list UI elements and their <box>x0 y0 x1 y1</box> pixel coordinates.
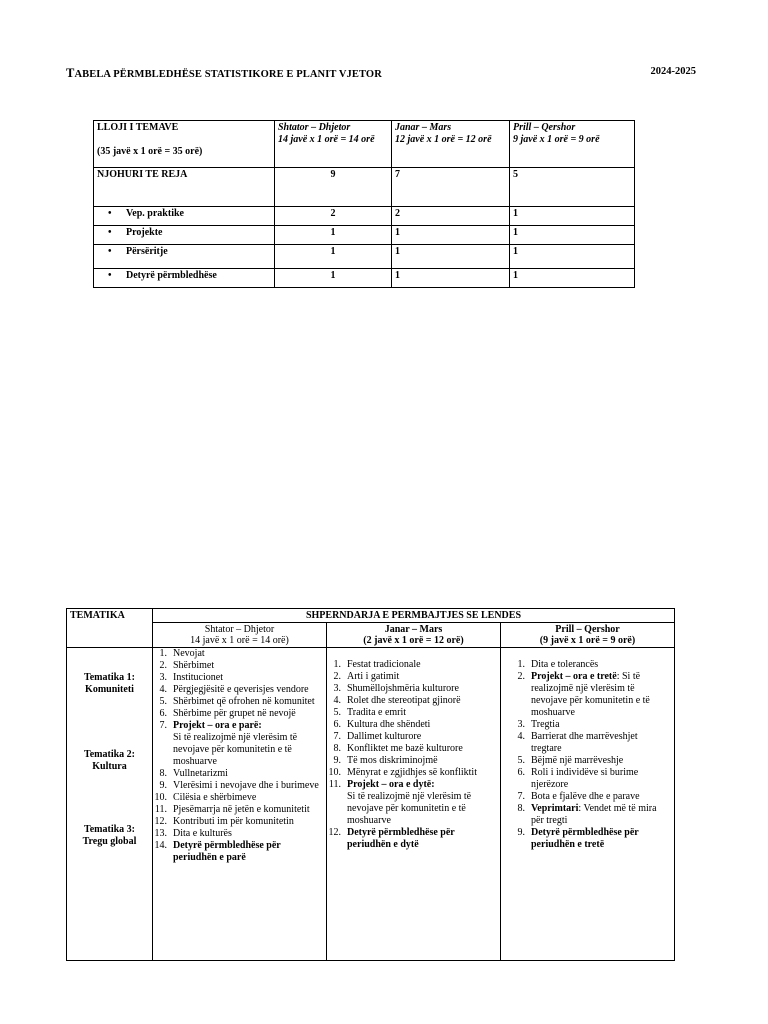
table-row <box>94 207 635 226</box>
item-number: 2. <box>333 671 341 682</box>
list-item <box>511 755 670 767</box>
item-text: Tregtia <box>531 719 560 730</box>
item-number: 3. <box>333 683 341 694</box>
period1-content <box>153 648 327 961</box>
list-item <box>153 840 322 864</box>
school-year: 2024-2025 <box>650 66 696 77</box>
row-label: • Vep. praktike <box>94 207 275 226</box>
table-row <box>94 168 635 207</box>
list-item <box>327 707 496 719</box>
item-number: 9. <box>159 780 167 791</box>
cell-value: 1 <box>510 226 635 245</box>
list-item <box>153 660 322 672</box>
item-text: Shërbimet <box>173 660 215 671</box>
item-number: 5. <box>333 707 341 718</box>
list-item <box>327 743 496 755</box>
cell-value: 7 <box>392 168 510 207</box>
item-number: 1. <box>333 659 341 670</box>
item-number: 1. <box>159 648 167 659</box>
period1-subheader: Shtator – Dhjetor 14 javë x 1 orë = 14 orë) <box>153 623 327 648</box>
list-item <box>327 719 496 731</box>
item-bold-text: Detyrë përmbledhëse për periudhën e dytë <box>347 827 455 850</box>
item-text: Bëjmë një marrëveshje <box>531 755 624 766</box>
item-text: Mënyrat e zgjidhjes së konfliktit <box>347 767 477 778</box>
item-text: Vlerësimi i nevojave dhe i burimeve <box>173 780 319 791</box>
item-number: 8. <box>517 803 525 814</box>
list-item <box>153 792 322 804</box>
list-item <box>511 731 670 755</box>
list-item <box>153 828 322 840</box>
item-text <box>173 720 322 768</box>
list-item <box>153 696 322 708</box>
distribution-sub-header-row <box>67 623 675 648</box>
list-item <box>511 719 670 731</box>
list-item <box>153 684 322 696</box>
distribution-main-header-row <box>67 609 675 623</box>
item-number: 11. <box>328 779 341 790</box>
period1-header: Shtator – Dhjetor 14 javë x 1 orë = 14 orë <box>275 121 392 168</box>
item-bold-text: Projekt – ora e tretë <box>531 671 617 682</box>
item-number: 12. <box>154 816 167 827</box>
item-number: 7. <box>517 791 525 802</box>
period3-header: Prill – Qershor 9 javë x 1 orë = 9 orë <box>510 121 635 168</box>
row-label: • Projekte <box>94 226 275 245</box>
item-text: Shërbime për grupet në nevojë <box>173 708 296 719</box>
item-text: Cilësia e shërbimeve <box>173 792 257 803</box>
item-number: 10. <box>328 767 341 778</box>
item-number: 11. <box>154 804 167 815</box>
theme-3: Tematika 3: Tregu global <box>82 824 137 847</box>
item-text: Dallimet kulturore <box>347 731 422 742</box>
item-text: Përgjegjësitë e qeverisjes vendore <box>173 684 309 695</box>
list-item <box>327 671 496 683</box>
item-bold-text: Projekt – ora e parë: <box>173 720 262 731</box>
list-item <box>153 720 322 768</box>
list-item <box>327 755 496 767</box>
list-item <box>511 827 670 851</box>
document-title: TABELA PËRMBLEDHËSE STATISTIKORE E PLANIT VJETOR <box>66 66 382 80</box>
content-distribution-header: SHPERNDARJA E PERMBAJTJES SE LENDES <box>153 609 675 623</box>
cell-value: 2 <box>392 207 510 226</box>
item-text: Të mos diskriminojmë <box>347 755 438 766</box>
cell-value: 1 <box>275 226 392 245</box>
row-label: • Detyrë përmbledhëse <box>94 269 275 288</box>
cell-value: 2 <box>275 207 392 226</box>
list-item <box>511 791 670 803</box>
bullet-icon: • <box>108 270 112 281</box>
cell-value: 5 <box>510 168 635 207</box>
table-row <box>94 226 635 245</box>
period2-header: Janar – Mars 12 javë x 1 orë = 12 orë <box>392 121 510 168</box>
item-rest-text: : Si të realizojmë një vlerësim të nevojave për komunitetin e të moshuarve <box>531 671 650 718</box>
item-number: 9. <box>517 827 525 838</box>
theme-2: Tematika 2: Kultura <box>83 749 136 772</box>
item-text: Dita e kulturës <box>173 828 232 839</box>
item-bold-text: Veprimtari <box>531 803 579 814</box>
theme-type-header: LLOJI I TEMAVE (35 javë x 1 orë = 35 orë) <box>94 121 275 168</box>
period3-list <box>501 648 674 851</box>
table-row <box>94 245 635 269</box>
item-number: 4. <box>159 684 167 695</box>
item-number: 7. <box>159 720 167 731</box>
item-number: 9. <box>333 755 341 766</box>
item-text: Nevojat <box>173 648 205 659</box>
table-row <box>94 269 635 288</box>
cell-value: 1 <box>510 269 635 288</box>
period3-content <box>501 648 675 961</box>
page-header <box>66 66 696 82</box>
item-number: 13. <box>154 828 167 839</box>
cell-value: 1 <box>275 269 392 288</box>
cell-value: 1 <box>392 245 510 269</box>
item-number: 10. <box>154 792 167 803</box>
row-label: NJOHURI TE REJA <box>94 168 275 207</box>
item-number: 6. <box>333 719 341 730</box>
item-number: 6. <box>517 767 525 778</box>
item-text: Pjesëmarrja në jetën e komunitetit <box>173 804 310 815</box>
item-text <box>531 827 670 851</box>
item-rest-text: Si të realizojmë një vlerësim të nevojave për komunitetin e të moshuarve <box>347 791 472 826</box>
item-text: Vullnetarizmi <box>173 768 228 779</box>
item-rest-text: Si të realizojmë një vlerësim të nevojave për komunitetin e të moshuarve <box>173 732 298 767</box>
cell-value: 9 <box>275 168 392 207</box>
period2-content <box>327 648 501 961</box>
period2-list <box>327 648 500 851</box>
list-item <box>511 671 670 719</box>
item-text: Tradita e emrit <box>347 707 407 718</box>
item-text: Roli i individëve si burime njerëzore <box>531 767 639 790</box>
theme-1: Tematika 1: Komuniteti <box>83 672 136 695</box>
item-text: Institucionet <box>173 672 223 683</box>
list-item <box>153 672 322 684</box>
item-number: 1. <box>517 659 525 670</box>
item-number: 5. <box>517 755 525 766</box>
list-item <box>511 803 670 827</box>
period1-list <box>153 648 326 864</box>
list-item <box>153 804 322 816</box>
list-item <box>153 768 322 780</box>
tematika-header: TEMATIKA <box>67 609 153 648</box>
list-item <box>153 780 322 792</box>
list-item <box>327 827 496 851</box>
list-item <box>153 816 322 828</box>
item-number: 2. <box>517 671 525 682</box>
item-text: Shërbimet që ofrohen në komunitet <box>173 696 315 707</box>
item-bold-text: Detyrë përmbledhëse për periudhën e tretë <box>531 827 639 850</box>
list-item <box>327 779 496 827</box>
item-number: 7. <box>333 731 341 742</box>
summary-table <box>93 120 635 288</box>
item-text: Bota e fjalëve dhe e parave <box>531 791 640 802</box>
item-number: 3. <box>159 672 167 683</box>
item-text: Konfliktet me bazë kulturore <box>347 743 463 754</box>
item-text: Kultura dhe shëndeti <box>347 719 431 730</box>
item-number: 5. <box>159 696 167 707</box>
item-text <box>531 803 670 827</box>
item-number: 14. <box>154 840 167 851</box>
list-item <box>153 708 322 720</box>
themes-cell <box>67 648 153 961</box>
list-item <box>327 659 496 671</box>
item-text: Barrierat dhe marrëveshjet tregtare <box>531 731 638 754</box>
item-text <box>347 827 496 851</box>
item-rest-text: : Vendet më të mira për tregti <box>531 803 657 826</box>
list-item <box>327 731 496 743</box>
list-item <box>511 767 670 791</box>
item-text: Arti i gatimit <box>347 671 400 682</box>
cell-value: 1 <box>392 226 510 245</box>
bullet-icon: • <box>108 246 112 257</box>
item-number: 8. <box>333 743 341 754</box>
summary-header-row <box>94 121 635 168</box>
item-number: 4. <box>517 731 525 742</box>
item-number: 4. <box>333 695 341 706</box>
item-text <box>347 779 496 827</box>
period2-subheader: Janar – Mars (2 javë x 1 orë = 12 orë) <box>327 623 501 648</box>
list-item <box>153 648 322 660</box>
bullet-icon: • <box>108 227 112 238</box>
cell-value: 1 <box>275 245 392 269</box>
item-text: Dita e tolerancës <box>531 659 599 670</box>
item-number: 6. <box>159 708 167 719</box>
list-item <box>327 695 496 707</box>
cell-value: 1 <box>510 245 635 269</box>
item-number: 2. <box>159 660 167 671</box>
item-text <box>173 840 322 864</box>
distribution-table <box>66 608 675 961</box>
bullet-icon: • <box>108 208 112 219</box>
item-text: Shumëllojshmëria kulturore <box>347 683 459 694</box>
item-bold-text: Detyrë përmbledhëse për periudhën e parë <box>173 840 281 863</box>
cell-value: 1 <box>392 269 510 288</box>
item-text: Rolet dhe stereotipat gjinorë <box>347 695 461 706</box>
list-item <box>327 767 496 779</box>
cell-value: 1 <box>510 207 635 226</box>
item-text <box>531 671 670 719</box>
row-label: • Përsëritje <box>94 245 275 269</box>
item-text: Festat tradicionale <box>347 659 421 670</box>
distribution-body-row <box>67 648 675 961</box>
list-item <box>511 659 670 671</box>
item-number: 8. <box>159 768 167 779</box>
item-text: Kontributi im për komunitetin <box>173 816 294 827</box>
item-number: 3. <box>517 719 525 730</box>
period3-subheader: Prill – Qershor (9 javë x 1 orë = 9 orë) <box>501 623 675 648</box>
item-bold-text: Projekt – ora e dytë: <box>347 779 435 790</box>
list-item <box>327 683 496 695</box>
item-number: 12. <box>328 827 341 838</box>
